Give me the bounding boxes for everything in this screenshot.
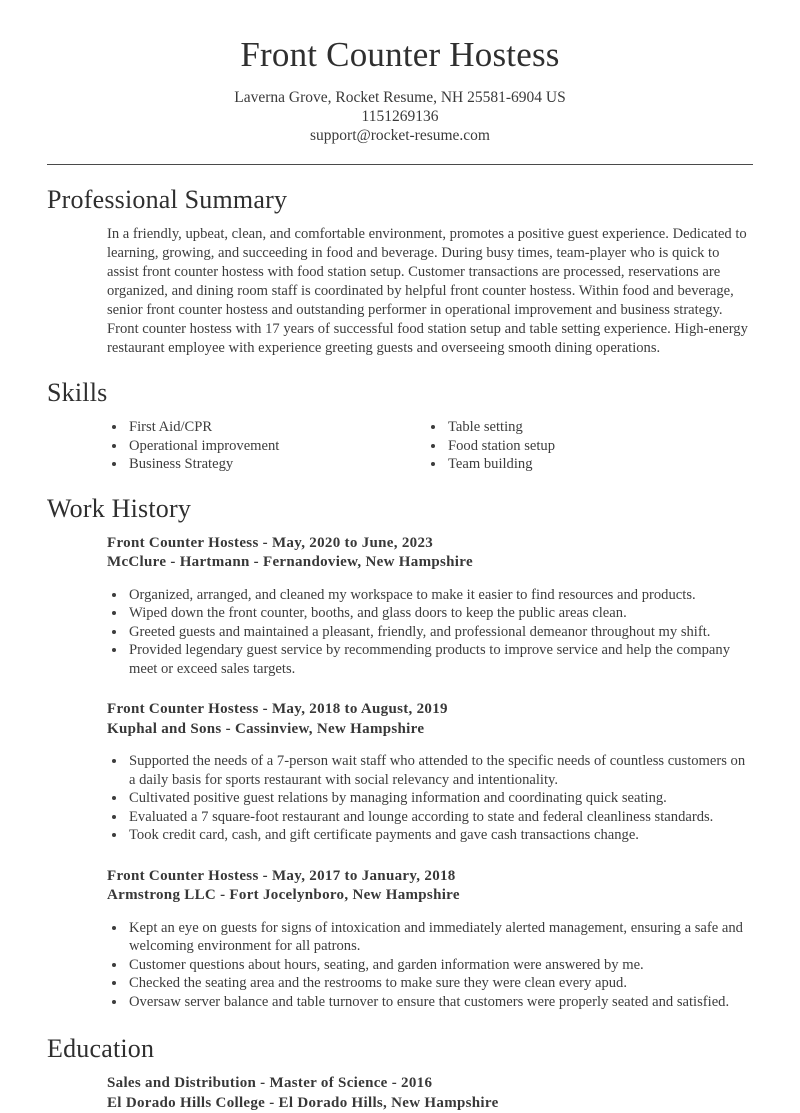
skills-column-right [400,418,753,474]
job-bullet: • Customer questions about hours, seating, and garden information were answered by me. [127,956,753,975]
contact-info [47,88,753,145]
job-company: Kuphal and Sons - Cassinview, New Hampshire [107,720,753,740]
job-entry [107,700,753,845]
job-bullet: • Checked the seating area and the restrooms to make sure they were clean every apud. [127,974,753,993]
education-entry [107,1074,753,1113]
job-bullet: • Kept an eye on guests for signs of intoxication and immediately alerted management, ensuring a safe and welcoming environment for all patrons. [127,919,753,956]
job-bullet: • Cultivated positive guest relations by managing information and coordinating quick seating. [127,789,753,808]
job-entry [107,867,753,1012]
summary-text: In a friendly, upbeat, clean, and comfortable environment, promotes a positive guest experience. Dedicated to learning, growing, and succeeding in food and beverage. During busy times, team-player who is quick to assist front counter hostess with food station setup. Customer transactions are processed, reservations are organized, and dining room staff is coordinated by helpful front counter hostess. Within food and beverage, senior front counter hostess and outstanding performer in operational improvement and business strategy. Front counter hostess with 17 years of successful food station setup and table setting experience. High-energy restaurant employee with experience greeting guests and overseeing smooth dining operations. [107,225,753,358]
section-work-history [47,493,753,1012]
job-title: Front Counter Hostess - May, 2018 to August, 2019 [107,700,753,720]
job-bullet-list [107,752,753,845]
skill-item: • Operational improvement [127,437,400,456]
job-bullet: • Took credit card, cash, and gift certificate payments and gave cash transactions change. [127,826,753,845]
job-entry [107,534,753,679]
job-bullet-list [107,586,753,679]
skills-column-left [47,418,400,474]
education-degree: Sales and Distribution - Master of Science - 2016 [107,1074,753,1094]
job-bullet: • Organized, arranged, and cleaned my workspace to make it easier to find resources and products. [127,586,753,605]
job-bullet: • Wiped down the front counter, booths, and glass doors to keep the public areas clean. [127,604,753,623]
job-bullet: • Supported the needs of a 7-person wait staff who attended to the specific needs of countless customers on a daily basis for sports restaurant with social relevancy and intentionality. [127,752,753,789]
skill-item: • Food station setup [446,437,753,456]
section-professional-summary [47,184,753,358]
job-bullet: • Greeted guests and maintained a pleasant, friendly, and professional demeanor throughout my shift. [127,623,753,642]
job-bullet: • Evaluated a 7 square-foot restaurant and lounge according to state and federal cleanliness standards. [127,808,753,827]
job-bullet: • Provided legendary guest service by recommending products to improve service and help the company meet or exceed sales targets. [127,641,753,678]
skills-heading: Skills [47,377,753,409]
contact-phone: 1151269136 [47,107,753,126]
education-school: El Dorado Hills College - El Dorado Hills, New Hampshire [107,1094,753,1113]
resume-header [47,0,753,145]
job-company: Armstrong LLC - Fort Jocelynboro, New Hampshire [107,886,753,906]
job-title: Front Counter Hostess - May, 2020 to June, 2023 [107,534,753,554]
education-heading: Education [47,1033,753,1065]
skill-item: • Table setting [446,418,753,437]
summary-heading: Professional Summary [47,184,753,216]
skill-item: • Team building [446,455,753,474]
section-skills [47,377,753,474]
job-company: McClure - Hartmann - Fernandoview, New Hampshire [107,553,753,573]
header-divider [47,164,753,165]
skill-item: • First Aid/CPR [127,418,400,437]
work-history-heading: Work History [47,493,753,525]
contact-address: Laverna Grove, Rocket Resume, NH 25581-6904 US [47,88,753,107]
section-education [47,1033,753,1113]
job-bullet-list [107,919,753,1012]
skill-item: • Business Strategy [127,455,400,474]
job-title: Front Counter Hostess - May, 2017 to January, 2018 [107,867,753,887]
contact-email: support@rocket-resume.com [47,126,753,145]
skills-list [47,418,753,474]
resume-title: Front Counter Hostess [47,34,753,76]
job-bullet: • Oversaw server balance and table turnover to ensure that customers were properly seated and satisfied. [127,993,753,1012]
